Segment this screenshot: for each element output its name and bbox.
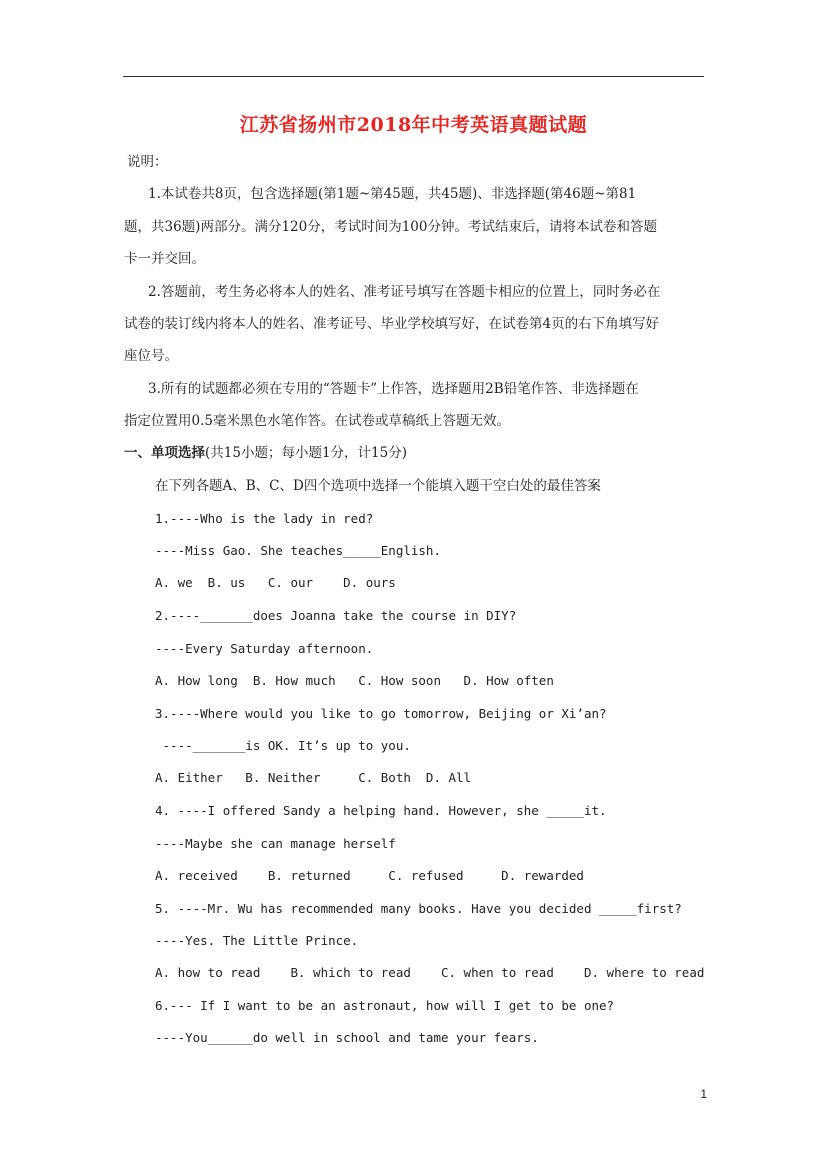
instruction-2-line-3: 座位号。: [124, 348, 178, 364]
question-4-options: A. received B. returned C. refused D. rewarded: [155, 868, 584, 883]
question-4-line-2: ----Maybe she can manage herself: [155, 836, 396, 851]
question-1-options: A. we B. us C. our D. ours: [155, 575, 396, 590]
section-1-note: (共15小题；每小题1分，计15分): [205, 445, 407, 461]
question-5-line-2: ----Yes. The Little Prince.: [155, 933, 359, 948]
question-5-line-1: 5. ----Mr. Wu has recommended many books. Have you decided _____first?: [155, 901, 682, 916]
page-number: 1: [700, 1087, 707, 1101]
question-4-line-1: 4. ----I offered Sandy a helping hand. However, she _____it.: [155, 803, 607, 818]
instruction-1-line-1: 1.本试卷共8页，包含选择题(第1题~第45题，共45题)、非选择题(第46题~第81: [148, 186, 637, 202]
question-2-line-1: 2.----_______does Joanna take the course in DIY?: [155, 608, 517, 623]
question-3-line-2: ----_______is OK. It’s up to you.: [155, 738, 411, 753]
question-2-line-2: ----Every Saturday afternoon.: [155, 641, 374, 656]
instruction-1-line-3: 卡一并交回。: [124, 251, 205, 267]
question-3-options: A. Either B. Neither C. Both D. All: [155, 770, 472, 785]
page-title: 江苏省扬州市2018年中考英语真题试题: [239, 114, 588, 136]
question-6-line-1: 6.--- If I want to be an astronaut, how will I get to be one?: [155, 998, 615, 1013]
question-2-options: A. How long B. How much C. How soon D. How often: [155, 673, 554, 688]
instruction-1-line-2: 题，共36题)两部分。满分120分，考试时间为100分钟。考试结束后，请将本试卷和答题: [124, 219, 657, 235]
section-1-direction: 在下列各题A、B、C、D四个选项中选择一个能填入题干空白处的最佳答案: [155, 478, 601, 494]
question-6-line-2: ----You______do well in school and tame your fears.: [155, 1030, 539, 1045]
question-1-line-1: 1.----Who is the lady in red?: [155, 511, 374, 526]
section-1-header: [124, 444, 407, 462]
header-rule: [123, 76, 704, 77]
instructions-heading: 说明：: [127, 154, 168, 170]
instruction-2-line-1: 2.答题前，考生务必将本人的姓名、准考证号填写在答题卡相应的位置上，同时务必在: [148, 284, 661, 300]
question-5-options: A. how to read B. which to read C. when to read D. where to read: [155, 965, 705, 980]
section-1-heading: 一、单项选择: [124, 445, 205, 461]
question-1-line-2: ----Miss Gao. She teaches_____English.: [155, 543, 441, 558]
question-3-line-1: 3.----Where would you like to go tomorrow, Beijing or Xi’an?: [155, 706, 607, 721]
instruction-3-line-1: 3.所有的试题都必须在专用的“答题卡”上作答，选择题用2B铅笔作答、非选择题在: [148, 381, 639, 397]
instruction-3-line-2: 指定位置用0.5毫米黑色水笔作答。在试卷或草稿纸上答题无效。: [124, 413, 510, 429]
instruction-2-line-2: 试卷的装订线内将本人的姓名、准考证号、毕业学校填写好，在试卷第4页的右下角填写好: [124, 316, 660, 332]
